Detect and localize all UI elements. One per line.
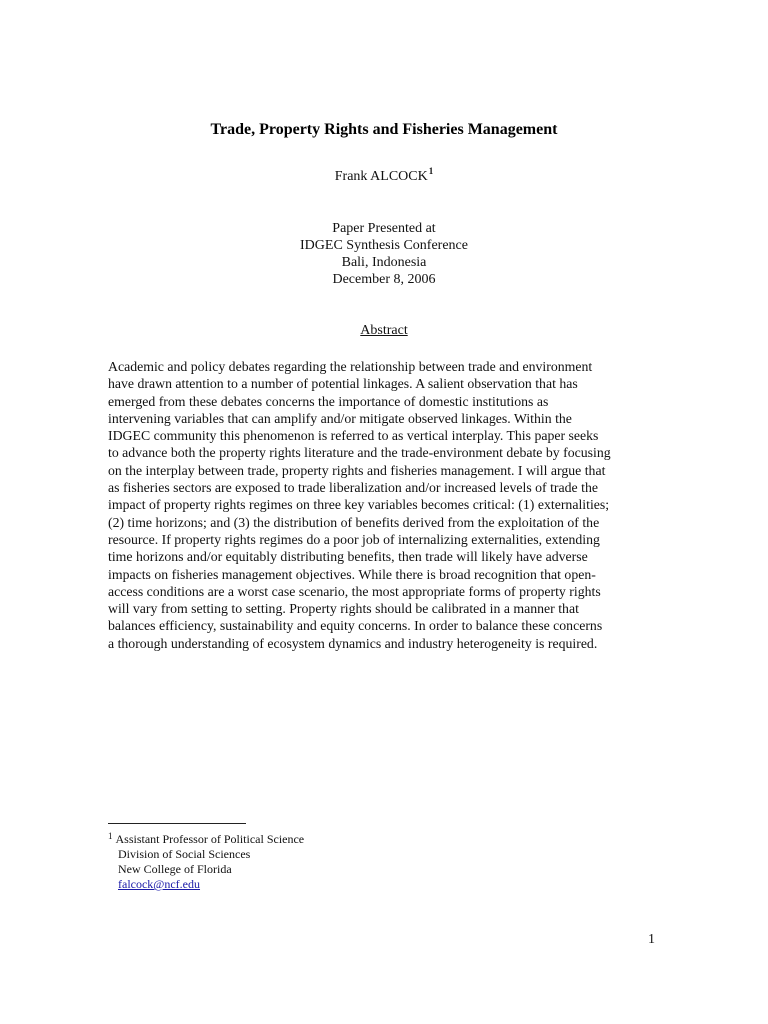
footnote-line-title [108,829,304,847]
abstract-line: Academic and policy debates regarding the relationship between trade and environment [108,359,593,374]
abstract-line: (2) time horizons; and (3) the distribution of benefits derived from the exploitation of the [108,514,600,530]
abstract-line: time horizons and/or equitably distributing benefits, then trade will likely have adverse [108,549,588,565]
abstract-line: have drawn attention to a number of potential linkages. A salient observation that has [108,376,578,392]
venue-line-conference: IDGEC Synthesis Conference [300,238,468,253]
abstract-line: emerged from these debates concerns the importance of domestic institutions as [108,393,549,409]
author-name: Frank ALCOCK [334,169,428,184]
footnote-marker: 1 [108,831,113,841]
page-number: 1 [648,932,655,947]
venue-line-date: December 8, 2006 [332,272,436,287]
abstract-line: on the interplay between trade, property rights and fisheries management. I will argue that [108,462,606,478]
footnote-email-line [108,877,304,892]
abstract-heading: Abstract [360,323,408,338]
author-line [0,166,768,185]
venue-line-presented: Paper Presented at [332,221,436,236]
footnote-division: Division of Social Sciences [118,847,251,861]
abstract-line: will vary from setting to setting. Property rights should be calibrated in a manner that [108,601,579,617]
venue-block [0,220,768,288]
abstract-line: impact of property rights regimes on three key variables becomes critical: (1) externalities; [108,497,610,513]
paper-title: Trade, Property Rights and Fisheries Management [210,121,558,138]
venue-line-location: Bali, Indonesia [341,255,427,270]
author-email-link[interactable]: falcock@ncf.edu [118,877,201,891]
footnote [108,829,304,892]
abstract-line: as fisheries sectors are exposed to trade liberalization and/or increased levels of trade the [108,480,598,496]
footnote-title: Assistant Professor of Political Science [115,832,305,846]
abstract-line: impacts on fisheries management objectives. While there is broad recognition that open- [108,566,596,582]
abstract-line: access conditions are a worst case scenario, the most appropriate forms of property rights [108,583,601,599]
abstract-line: intervening variables that can amplify and/or mitigate observed linkages. Within the [108,410,572,426]
abstract-line: to advance both the property rights literature and the trade-environment debate by focusing [108,445,611,461]
abstract-body [108,358,668,652]
footnote-separator [108,823,246,824]
abstract-line: IDGEC community this phenomenon is referred to as vertical interplay. This paper seeks [108,428,599,444]
abstract-line: resource. If property rights regimes do a poor job of internalizing externalities, extending [108,531,600,547]
author-footnote-marker: 1 [428,166,434,176]
abstract-line: balances efficiency, sustainability and equity concerns. In order to balance these concerns [108,618,603,634]
footnote-institution: New College of Florida [118,862,232,876]
abstract-line: a thorough understanding of ecosystem dynamics and industry heterogeneity is required. [108,635,598,651]
